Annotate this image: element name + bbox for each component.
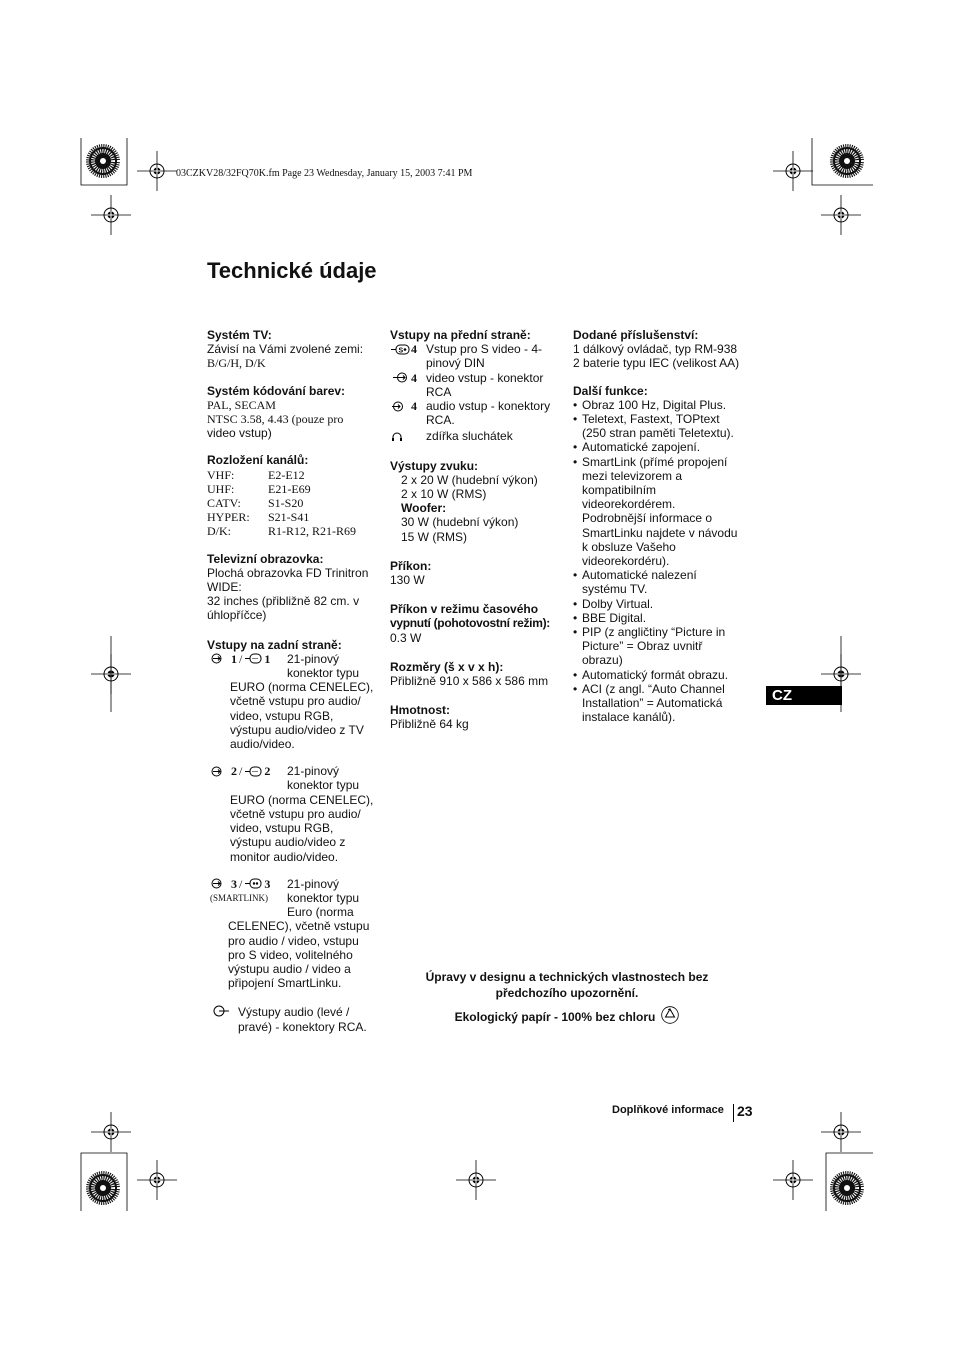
audio-out-section <box>390 459 565 544</box>
channels-section <box>207 453 382 538</box>
spec-line: 1 dálkový ovládač, typ RM-938 <box>573 342 738 357</box>
scart-smartlink-icon: 3 / 3 <box>207 877 287 891</box>
front-headphones: zdířka sluchátek <box>390 429 565 443</box>
list-item: • Automatický formát obrazu. <box>573 668 753 682</box>
svg-text:S: S <box>398 347 404 355</box>
list-item: • Obraz 100 Hz, Digital Plus. <box>573 398 753 412</box>
corner-star-bottom-right <box>830 1171 864 1205</box>
scart-in-out-icon: 2 / 2 <box>207 764 287 778</box>
corner-star-top-left <box>86 144 120 178</box>
channel-row <box>207 524 382 538</box>
spec-column-3 <box>573 328 753 724</box>
features-list <box>573 398 753 725</box>
features-section <box>573 384 753 725</box>
section-heading: Dodané příslušenství: <box>573 328 699 342</box>
accessories-section <box>573 328 753 371</box>
front-input-video: 4 video vstup - konektor RCA <box>390 371 565 399</box>
section-heading: Hmotnost: <box>390 703 450 718</box>
list-item: • PIP (z angličtiny “Picture in Picture” = Obraz uvnitř obrazu) <box>573 625 753 668</box>
rear-inputs-section <box>207 638 382 1034</box>
footer-section-label: Doplňkové informace <box>612 1104 724 1116</box>
band-label: VHF: <box>207 467 235 482</box>
language-tab: CZ <box>766 686 842 705</box>
section-heading: Příkon: <box>390 558 432 573</box>
page-title: Technické údaje <box>207 258 377 283</box>
section-heading: Televizní obrazovka: <box>207 551 324 566</box>
eco-paper-notice <box>390 1006 744 1028</box>
spec-line: PAL, SECAM <box>207 397 276 412</box>
screen-section <box>207 552 382 623</box>
spec-line: 2 x 20 W (hudební výkon) <box>401 472 538 487</box>
spec-line: Plochá obrazovka FD Trinitron <box>207 565 369 580</box>
spec-line: B/G/H, D/K <box>207 356 266 371</box>
band-label: HYPER: <box>207 510 250 525</box>
spec-line: Závisí na Vámi zvolené zemi: <box>207 342 364 357</box>
spec-line: 30 W (hudební výkon) <box>401 515 519 530</box>
spec-line: NTSC 3.58, 4.43 (pouze pro <box>207 412 344 427</box>
section-heading: Rozměry (š x v x h): <box>390 659 504 674</box>
band-label: UHF: <box>207 481 235 496</box>
channel-row <box>207 468 382 482</box>
headphones-icon <box>390 429 426 443</box>
list-item: • Teletext, Fastext, TOPtext (250 stran paměti Teletextu). <box>573 412 753 440</box>
band-range: S1-S20 <box>268 496 304 511</box>
audio-in-icon: 4 <box>390 399 426 413</box>
spec-column-2 <box>390 328 565 732</box>
spec-line: 2 x 10 W (RMS) <box>401 487 487 502</box>
spec-line: 0.3 W <box>390 630 422 645</box>
list-item: • SmartLink (přímé propojení mezi televizorem a kompatibilním videorekordérem. Podrobnější informace o SmartLinku najdete v návodu k obsluze Vašeho videorekordéru). <box>573 455 753 569</box>
band-range: E2-E12 <box>268 467 305 482</box>
list-item: • BBE Digital. <box>573 611 753 625</box>
list-item: • Dolby Virtual. <box>573 597 753 611</box>
section-heading: Vstupy na zadní straně: <box>207 637 342 652</box>
band-label: D/K: <box>207 524 231 539</box>
band-label: CATV: <box>207 496 241 511</box>
front-inputs-section <box>390 328 565 444</box>
rear-input-2: 2 / 2 21-pinový konektor typu EURO (norma CENELEC), včetně vstupu pro audio/ video, vstupu RGB, výstupu audio/video z monitor audio/video. <box>207 764 382 863</box>
rear-input-3: 3 / 3 (SMARTLINK) 21-pinový konektor typu Euro (norma CELENEC), včetně vstupu pro audio / video, vstupu pro S video, volitelného výstupu audio / video a připojení SmartLinku. <box>207 877 382 991</box>
section-heading: Vstupy na přední straně: <box>390 328 531 342</box>
standby-section <box>390 602 565 645</box>
spec-line: 15 W (RMS) <box>401 529 467 544</box>
dimensions-section <box>390 660 565 688</box>
design-change-notice: Úpravy v designu a technických vlastnostech bez předchozího upozornění. <box>425 970 709 1000</box>
spec-line: Přibližně 64 kg <box>390 717 469 732</box>
list-item: • Automatické zapojení. <box>573 440 753 454</box>
corner-star-top-right <box>830 144 864 178</box>
section-heading: Systém kódování barev: <box>207 383 346 398</box>
section-heading: Příkon v režimu časového <box>390 602 539 617</box>
band-range: E21-E69 <box>268 481 311 496</box>
spec-line: Přibližně 910 x 586 x 586 mm <box>390 674 549 689</box>
list-item: • ACI (z angl. “Auto Channel Installation” = Automatická instalace kanálů). <box>573 682 753 725</box>
rear-input-1: 1 / 1 21-pinový konektor typu EURO (norma CENELEC), včetně vstupu pro audio/ video, vstupu RGB, výstupu audio/video z TV audio/video. <box>207 652 382 751</box>
audio-out-item: Výstupy audio (levé / pravé) - konektory RCA. <box>207 1005 382 1033</box>
corner-star-bottom-left <box>86 1171 120 1205</box>
band-range: S21-S41 <box>268 510 310 525</box>
woofer-heading: Woofer: <box>401 501 447 516</box>
spec-line: WIDE: <box>207 580 242 595</box>
band-range: R1-R12, R21-R69 <box>268 524 357 539</box>
channel-row <box>207 496 382 510</box>
section-heading: Rozložení kanálů: <box>207 453 309 468</box>
recycle-icon <box>661 1006 679 1028</box>
section-heading: Další funkce: <box>573 383 648 398</box>
spec-line: 32 inches (přibližně 82 cm. v <box>207 594 360 609</box>
scart-in-out-icon: 1 / 1 <box>207 652 287 666</box>
color-system-section <box>207 384 382 441</box>
s-video-icon: S 4 <box>390 342 426 356</box>
video-in-icon: 4 <box>390 371 426 385</box>
page-number: 23 <box>737 1103 753 1119</box>
spec-line: úhlopříčce) <box>207 608 267 623</box>
weight-section <box>390 703 565 731</box>
front-input-audio: 4 audio vstup - konektory RCA. <box>390 399 565 427</box>
channel-row <box>207 510 382 524</box>
spec-line: 130 W <box>390 573 425 588</box>
channel-row <box>207 482 382 496</box>
smartlink-label: (SMARTLINK) <box>210 892 268 903</box>
spec-line: video vstup) <box>207 426 272 441</box>
section-heading: Systém TV: <box>207 328 272 342</box>
list-item: • Automatické nalezení systému TV. <box>573 568 753 596</box>
spec-column-1 <box>207 328 382 1034</box>
section-heading: Výstupy zvuku: <box>390 458 479 473</box>
system-tv-section <box>207 328 382 371</box>
footer-divider <box>733 1104 734 1122</box>
spec-line: 2 baterie typu IEC (velikost AA) <box>573 356 740 371</box>
section-heading: vypnutí (pohotovostní režim): <box>390 616 550 631</box>
power-section <box>390 559 565 587</box>
eco-text: Ekologický papír - 100% bez chloru <box>454 1010 656 1024</box>
front-input-svideo: S 4 Vstup pro S video - 4- pinový DIN <box>390 342 565 370</box>
file-info-header: 03CZKV28/32FQ70K.fm Page 23 Wednesday, January 15, 2003 7:41 PM <box>176 168 473 179</box>
audio-out-icon <box>207 1005 238 1033</box>
